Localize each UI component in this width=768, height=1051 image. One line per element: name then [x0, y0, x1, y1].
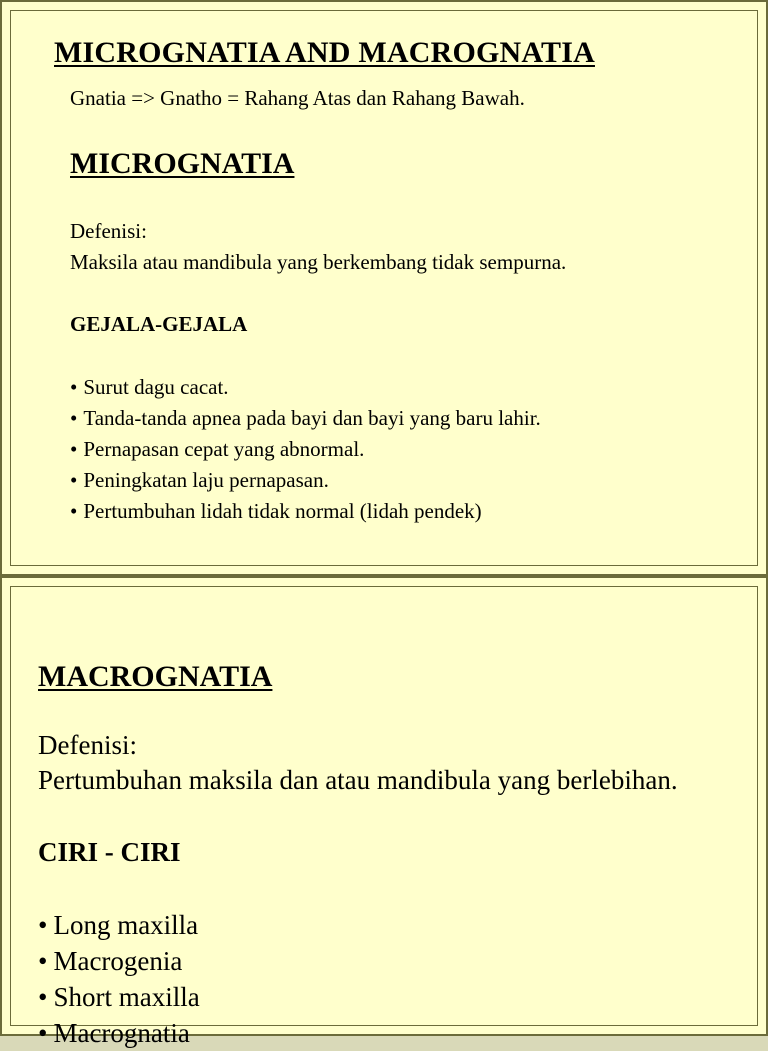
list-item: [38, 979, 200, 1015]
list-item-text: Long maxilla: [53, 910, 199, 940]
list-item-text: Peningkatan laju pernapasan.: [83, 468, 329, 492]
list-item-text: Pernapasan cepat yang abnormal.: [83, 437, 365, 461]
definition-label: Defenisi:: [70, 219, 147, 243]
list-item: [70, 465, 541, 496]
list-item: [38, 1015, 200, 1051]
bullet-icon: •: [38, 910, 48, 940]
definition-label: Defenisi:: [38, 730, 137, 760]
bullet-icon: •: [70, 375, 78, 399]
section-heading-macrognatia: MACROGNATIA: [38, 660, 273, 693]
list-item-text: Short maxilla: [53, 982, 200, 1012]
list-item: [70, 403, 541, 434]
features-list: [38, 907, 200, 1051]
list-item: [70, 372, 541, 403]
list-item-text: Surut dagu cacat.: [83, 375, 229, 399]
bullet-icon: •: [70, 437, 78, 461]
bullet-icon: •: [38, 1018, 48, 1048]
list-item: [70, 496, 541, 527]
list-item-text: Macrognatia: [53, 1018, 190, 1048]
section-heading-micrognatia: MICROGNATIA: [70, 147, 295, 180]
bullet-icon: •: [70, 406, 78, 430]
list-item: [70, 434, 541, 465]
page-title: MICROGNATIA AND MACROGNATIA: [54, 36, 595, 69]
definition-text: Maksila atau mandibula yang berkembang tidak sempurna.: [70, 250, 567, 274]
definition-text: Pertumbuhan maksila dan atau mandibula yang berlebihan.: [38, 765, 678, 795]
bullet-icon: •: [70, 499, 78, 523]
list-item-text: Tanda-tanda apnea pada bayi dan bayi yang baru lahir.: [83, 406, 541, 430]
bullet-icon: •: [38, 946, 48, 976]
features-heading: CIRI - CIRI: [38, 837, 181, 867]
symptoms-heading: GEJALA-GEJALA: [70, 312, 248, 336]
slide-macrognatia: [0, 576, 768, 1048]
bullet-icon: •: [70, 468, 78, 492]
symptoms-list: [70, 372, 541, 527]
list-item-text: Macrogenia: [53, 946, 183, 976]
bullet-icon: •: [38, 982, 48, 1012]
subtitle: Gnatia => Gnatho = Rahang Atas dan Rahang Bawah.: [70, 86, 525, 110]
list-item: [38, 907, 200, 943]
list-item: [38, 943, 200, 979]
list-item-text: Pertumbuhan lidah tidak normal (lidah pendek): [83, 499, 482, 523]
